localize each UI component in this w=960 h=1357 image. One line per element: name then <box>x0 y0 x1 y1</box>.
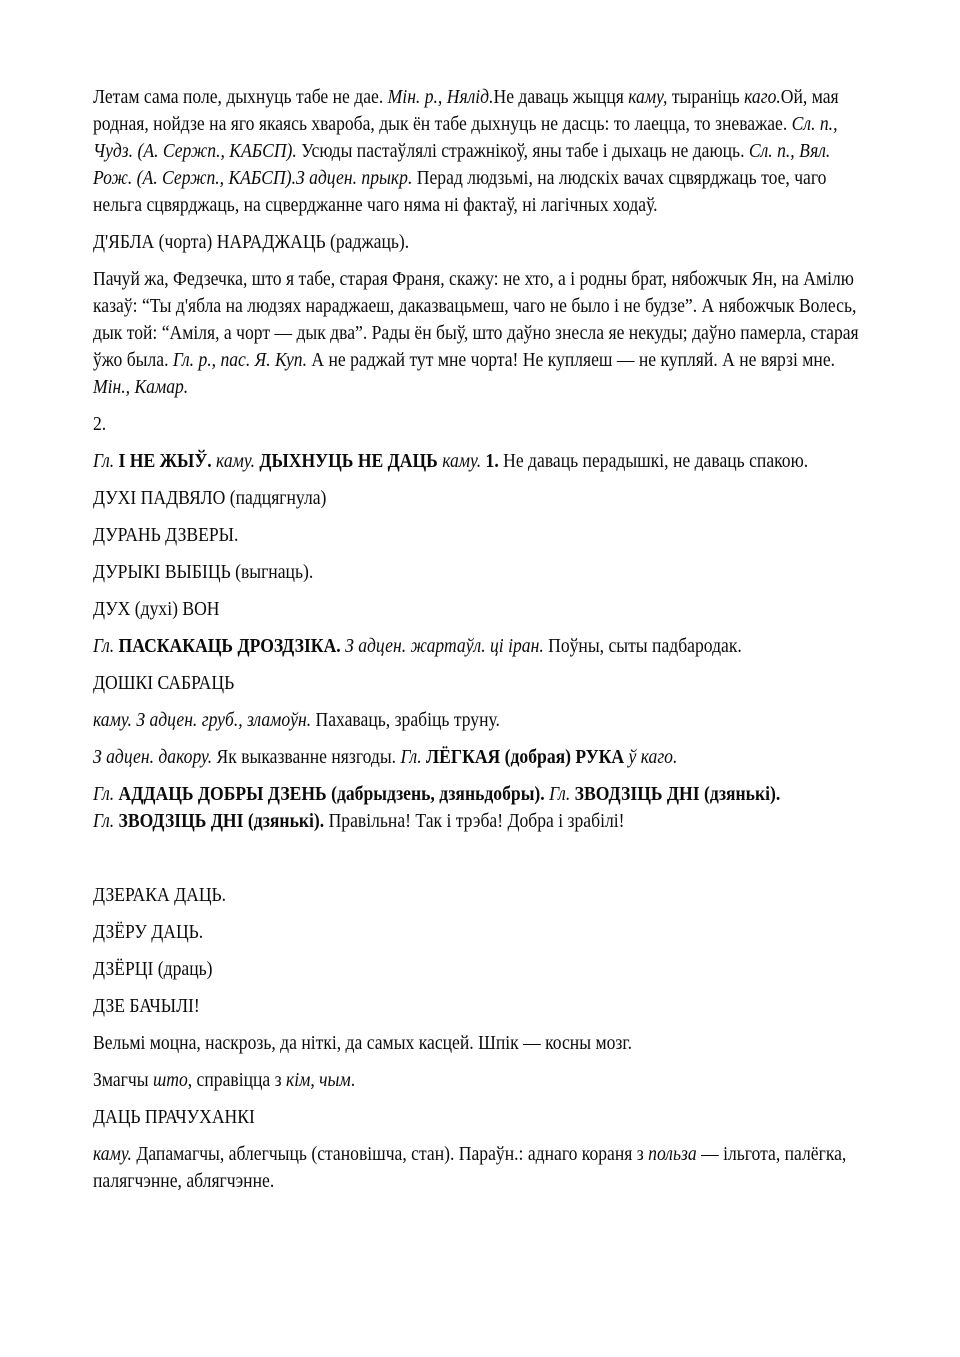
text-run: Змагчы <box>93 1069 153 1091</box>
text-run: Пахаваць, зрабіць труну. <box>315 709 500 731</box>
paragraph <box>93 956 867 983</box>
text-run: каму. <box>216 450 260 472</box>
text-run: Гл. <box>93 783 119 805</box>
text-run: З адцен. дакору. <box>93 746 217 768</box>
paragraph <box>93 266 867 401</box>
text-run: Гл. <box>93 810 119 832</box>
text-run: ДУРЫКІ ВЫБІЦЬ (выгнаць). <box>93 561 314 583</box>
text-run: Вельмі моцна, наскрозь, да ніткі, да самых касцей. Шпік — косны мозг. <box>93 1032 632 1054</box>
text-run: каму. <box>442 450 486 472</box>
text-run: 2. <box>93 413 107 435</box>
text-run: ДУХІ ПАДВЯЛО (падцягнула) <box>93 487 327 509</box>
text-run: Пачуй жа, Федзечка, што я табе, старая Франя, скажу: не хто, а і родны брат, нябожчык Ян, на Амілю казаў: “Ты д'ябла на людзях нараджаеш, даказвацьмеш, чаго не было і не будзе”. А нябожчык Волесь, дык той: “Аміля, а чорт — дык два”. Рады ён быў, што даўно знесла яе некуды; даўно памерла, старая ўжо была. <box>93 268 859 371</box>
text-run: Не даваць жыцця <box>493 86 629 108</box>
text-run: Гл. <box>93 450 119 472</box>
text-run: ДЗЁРУ ДАЦЬ. <box>93 921 204 943</box>
paragraph <box>93 84 867 219</box>
paragraph <box>93 707 867 734</box>
text-run: каму. <box>93 1143 137 1165</box>
text-run: З адцен. жартаўл. ці іран. <box>345 635 549 657</box>
paragraph <box>93 411 867 438</box>
paragraph <box>93 559 867 586</box>
paragraph <box>93 1030 867 1057</box>
text-run: ЗВОДЗІЦЬ ДНІ (дзянькі). <box>574 783 781 805</box>
text-run: каго. <box>744 86 781 108</box>
text-run: ПАСКАКАЦЬ ДРОЗДЗІКА. <box>118 635 346 657</box>
text-run: Мін., Камар. <box>93 376 189 398</box>
text-run: Як выказванне нязгоды. <box>216 746 401 768</box>
text-run: Правільна! Так і трэба! Добра і зрабілі! <box>328 810 625 832</box>
text-run: Гл. <box>400 746 427 768</box>
text-run: І НЕ ЖЫЎ. <box>118 450 217 472</box>
text-run: Мін. р., Нялід. <box>387 86 494 108</box>
text-run: ДЗЕРАКА ДАЦЬ. <box>93 884 227 906</box>
text-run: кім, чым <box>285 1069 351 1091</box>
text-run: Летам сама поле, дыхнуць табе не дае. <box>93 86 388 108</box>
text-run: Поўны, сыты падбародак. <box>548 635 742 657</box>
text-run: Гл. <box>93 635 119 657</box>
paragraph <box>93 522 867 549</box>
text-run: ДУХ (духі) ВОН <box>93 598 220 620</box>
paragraph <box>93 744 867 771</box>
text-run: ДАЦЬ ПРАЧУХАНКІ <box>93 1106 255 1128</box>
text-run: Дапамагчы, аблегчыць (становішча, стан). Параўн.: аднаго кораня з <box>136 1143 649 1165</box>
text-run: тыраніць <box>667 86 745 108</box>
text-run: ДЗЁРЦІ (драць) <box>93 958 213 980</box>
text-run: ДУРАНЬ ДЗВЕРЫ. <box>93 524 239 546</box>
text-run: польза <box>648 1143 697 1165</box>
text-run: Д'ЯБЛА (чорта) НАРАДЖАЦЬ (раджаць). <box>93 231 410 253</box>
document-body <box>93 84 867 1205</box>
paragraph <box>93 596 867 623</box>
text-run: А не раджай тут мне чорта! Не купляеш — не купляй. А не вярзі мне. <box>306 349 836 371</box>
text-run: 1. <box>485 450 504 472</box>
text-run: ў каго. <box>628 746 678 768</box>
text-run: каму, <box>628 86 668 108</box>
paragraph <box>93 229 867 256</box>
text-run: ДОШКІ САБРАЦЬ <box>93 672 235 694</box>
paragraph <box>93 919 867 946</box>
blank-paragraph <box>93 845 867 872</box>
text-run: Гл. <box>549 783 575 805</box>
text-run: Ой, мая родная, нойдзе на яго якаясь хвароба, дык ён табе дыхнуць не дасць: то лаецца, то зневажае. <box>93 86 839 135</box>
text-run: Усюды пастаўлялі стражнікоў, яны табе і дыхаць не даюць. <box>296 140 749 162</box>
text-run: каму. З адцен. груб., зламоўн. <box>93 709 316 731</box>
text-run: ДЗЕ БАЧЫЛІ! <box>93 995 200 1017</box>
paragraph <box>93 882 867 909</box>
text-run: ЗВОДЗІЦЬ ДНІ (дзянькі). <box>118 810 329 832</box>
paragraph <box>93 993 867 1020</box>
paragraph <box>93 781 867 835</box>
text-run: Гл. р., пас. Я. Куп. <box>172 349 307 371</box>
text-run: Не даваць перадышкі, не даваць спакою. <box>503 450 809 472</box>
text-run: Перад людзьмі, на людскіх вачах сцвярджаць тое, чаго нельга сцвярджаць, на сцверджанне чаго няма ні фактаў, ні лагічных ходаў. <box>93 167 827 216</box>
text-run: , справіцца з <box>187 1069 286 1091</box>
paragraph <box>93 1104 867 1131</box>
text-run: — ільгота, палёгка, палягчэнне, аблягчэнне. <box>93 1143 847 1192</box>
paragraph <box>93 448 867 475</box>
paragraph <box>93 633 867 660</box>
paragraph <box>93 485 867 512</box>
text-run: Сл. п., Чудз. (А. Сержп., КАБСП). <box>93 113 838 162</box>
paragraph <box>93 1141 867 1195</box>
paragraph <box>93 670 867 697</box>
text-run: АДДАЦЬ ДОБРЫ ДЗЕНЬ (дабрыдзень, дзяньдобры). <box>118 783 550 805</box>
text-run: . <box>350 1069 356 1091</box>
text-run: Сл. п., Вял. Рож. (А. Сержп., КАБСП).З адцен. прыкр. <box>93 140 831 189</box>
paragraph <box>93 1067 867 1094</box>
text-run: ЛЁГКАЯ (добрая) РУКА <box>426 746 629 768</box>
text-run: ДЫХНУЦЬ НЕ ДАЦЬ <box>259 450 443 472</box>
text-run: што <box>152 1069 188 1091</box>
